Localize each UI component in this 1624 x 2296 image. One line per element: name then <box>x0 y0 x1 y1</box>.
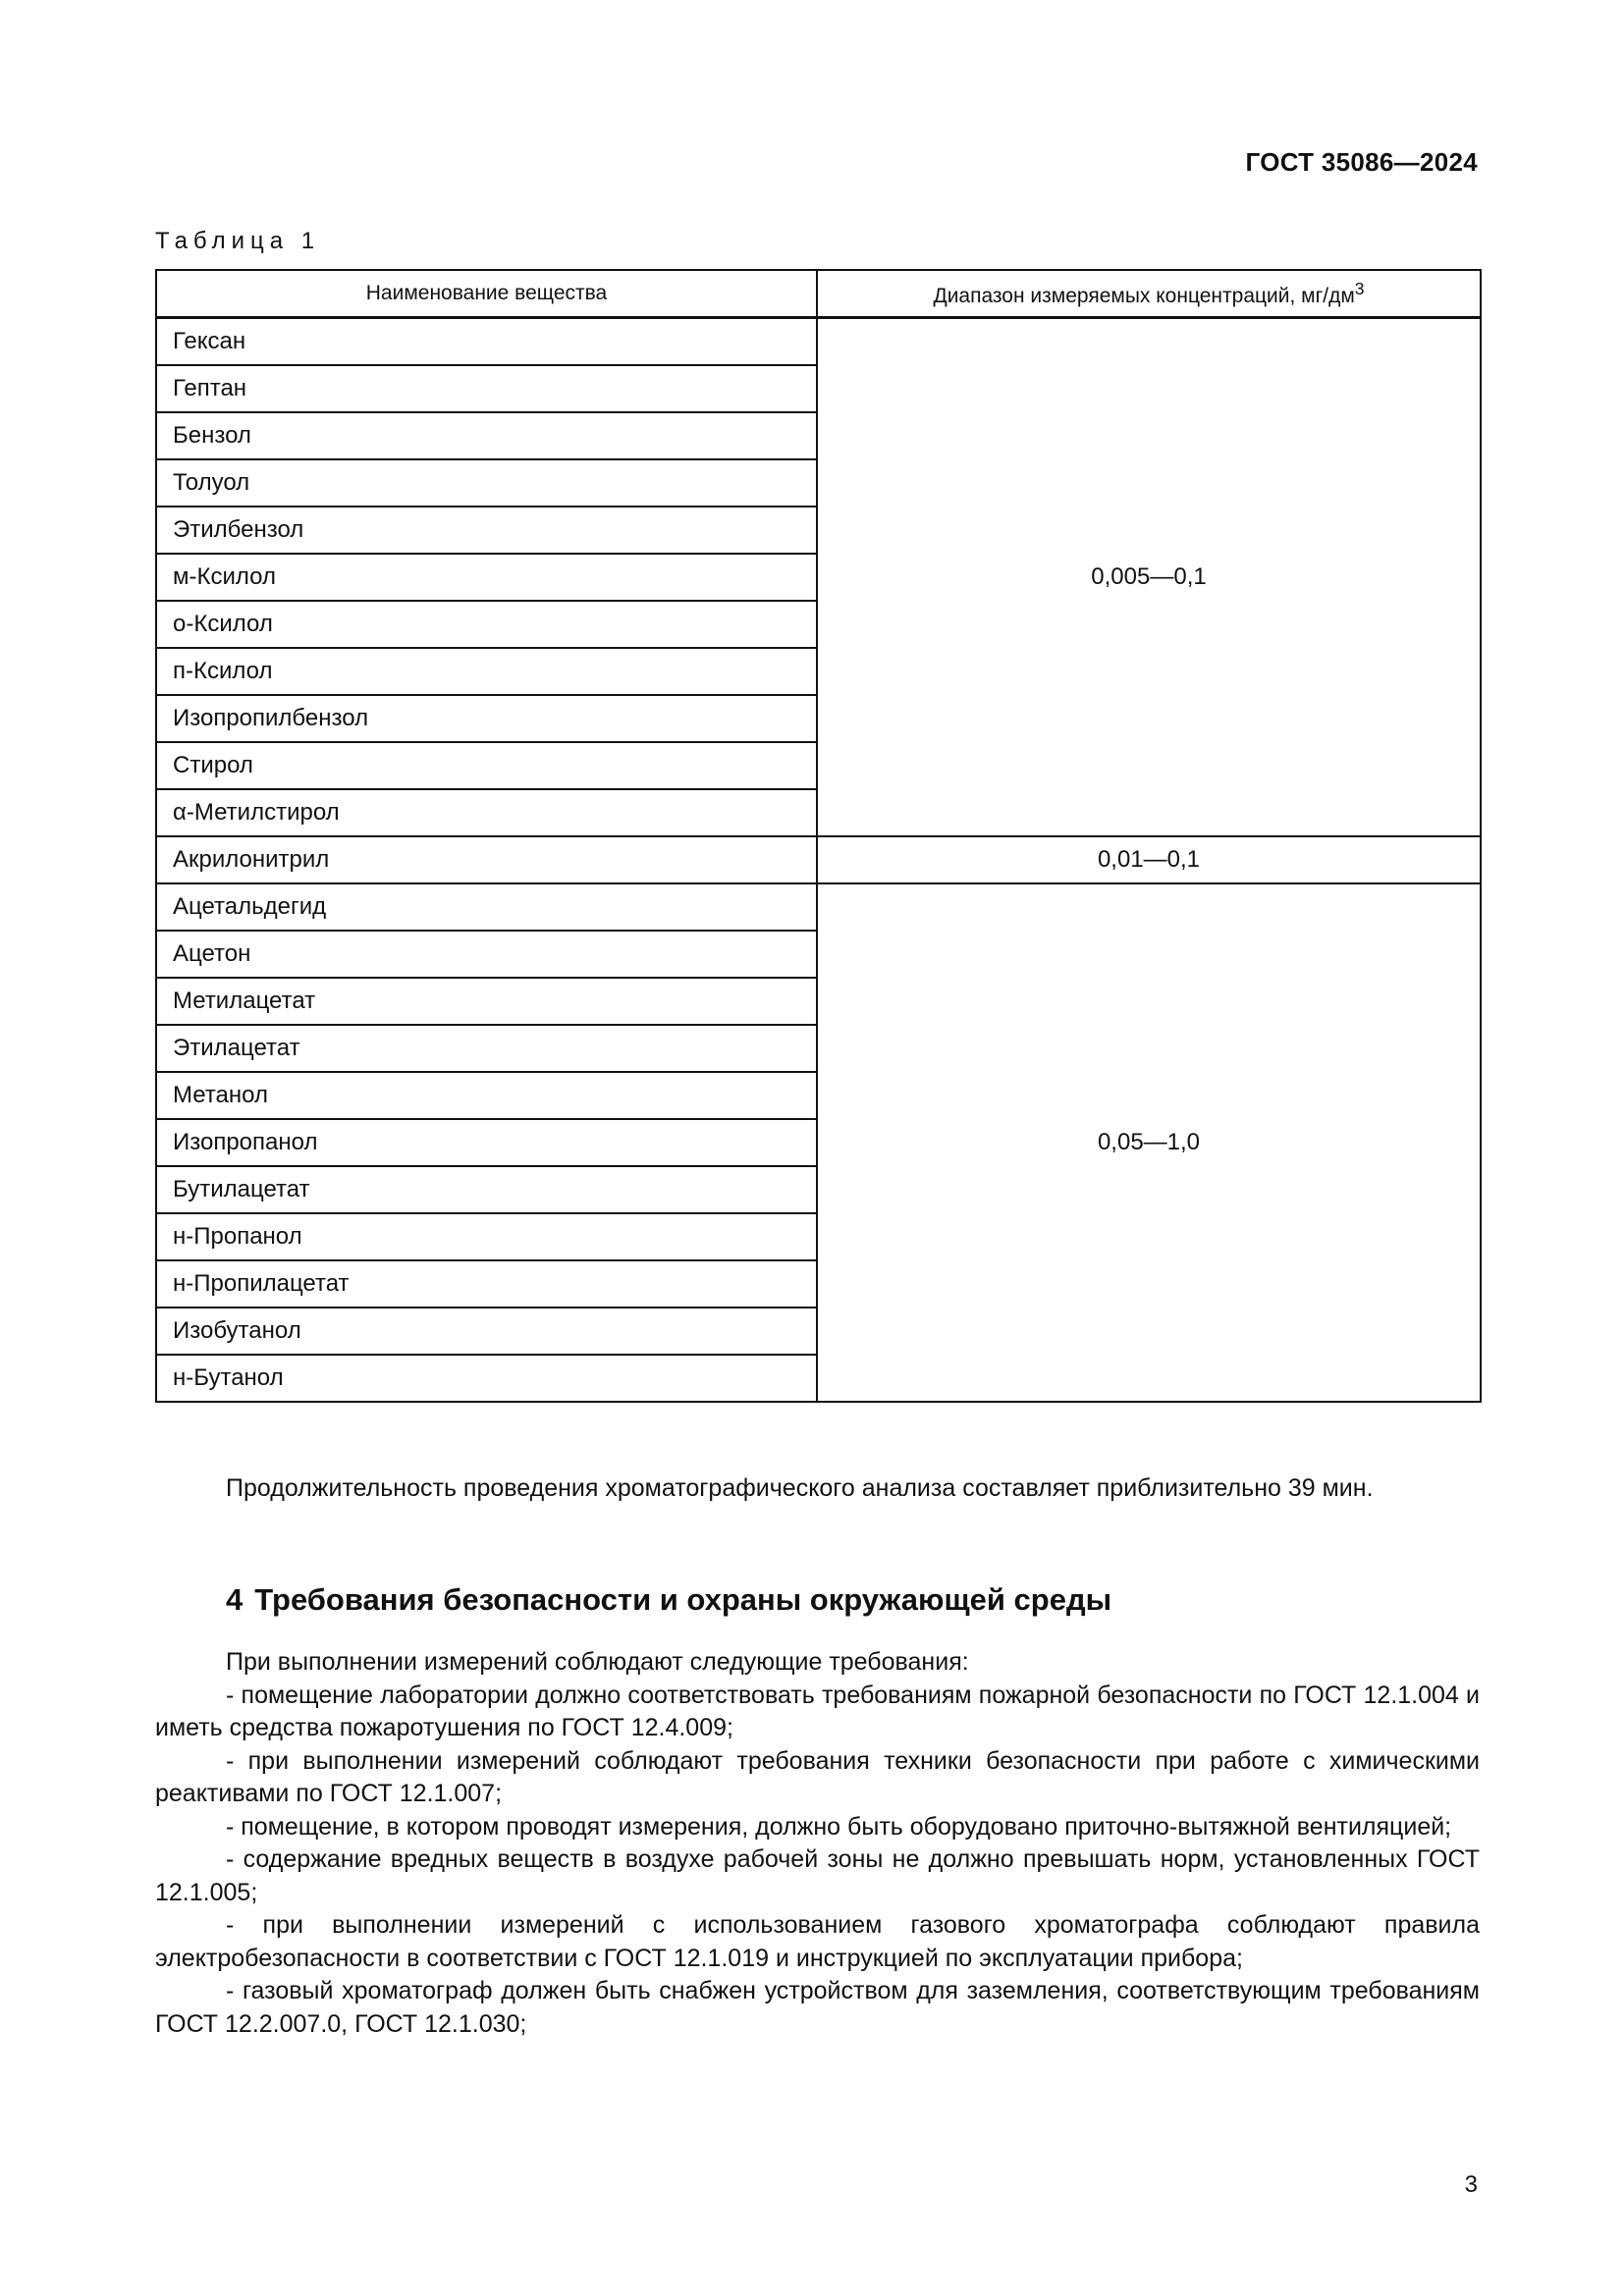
substance-cell: н-Пропанол <box>156 1213 817 1260</box>
substance-cell: Изопропилбензол <box>156 695 817 742</box>
substance-cell: Стирол <box>156 742 817 789</box>
substance-cell: п-Ксилол <box>156 648 817 695</box>
range-cell: 0,005—0,1 <box>817 318 1481 837</box>
requirement-item: - помещение лаборатории должно соответствовать требованиям пожарной безопасности по ГОСТ 12.1.004 и иметь средства пожаротушения по ГОСТ 12.4.009; <box>155 1681 1480 1741</box>
requirement-item: - при выполнении измерений соблюдают требования техники безопасности при работе с химическими реактивами по ГОСТ 12.1.007; <box>155 1746 1480 1807</box>
substance-cell: α-Метилстирол <box>156 789 817 836</box>
requirement-item: - при выполнении измерений с использованием газового хроматографа соблюдают правила электробезопасности в соответствии с ГОСТ 12.1.019 и инструкцией по эксплуатации прибора; <box>155 1911 1480 1972</box>
substance-cell: Изобутанол <box>156 1308 817 1355</box>
substance-cell: Ацетон <box>156 931 817 978</box>
section-heading <box>226 1582 1111 1618</box>
column-header-range <box>817 270 1481 318</box>
substance-cell: Изопропанол <box>156 1119 817 1166</box>
substance-cell: Этилацетат <box>156 1025 817 1072</box>
substance-cell: Бензол <box>156 412 817 459</box>
requirement-item: - помещение, в котором проводят измерения, должно быть оборудовано приточно-вытяжной вентиляцией; <box>226 1812 1452 1841</box>
substance-cell: о-Ксилол <box>156 601 817 648</box>
substance-cell: Ацетальдегид <box>156 883 817 931</box>
requirement-item: - содержание вредных веществ в воздухе рабочей зоны не должно превышать норм, установленных ГОСТ 12.1.005; <box>155 1845 1480 1906</box>
substance-cell: Гептан <box>156 365 817 412</box>
substance-cell: м-Ксилол <box>156 554 817 601</box>
section-number: 4 <box>226 1582 244 1617</box>
substance-cell: Метилацетат <box>156 978 817 1025</box>
section-body <box>155 1646 1480 2041</box>
substances-table <box>155 269 1482 1403</box>
section-title: Требования безопасности и охраны окружающей среды <box>254 1582 1112 1617</box>
duration-note: Продолжительность проведения хроматографического анализа составляет приблизительно 39 мин. <box>226 1474 1374 1502</box>
table-row <box>156 883 1481 931</box>
table-caption: Таблица 1 <box>155 228 321 254</box>
duration-note-block <box>155 1472 1480 1506</box>
column-header-substance: Наименование вещества <box>156 270 817 318</box>
substance-cell: Толуол <box>156 459 817 507</box>
table-body <box>156 318 1481 1403</box>
section-intro: При выполнении измерений соблюдают следующие требования: <box>226 1648 969 1676</box>
column-header-range-text: Диапазон измеряемых концентраций, мг/дм <box>933 285 1355 307</box>
page-header-doc-id: ГОСТ 35086—2024 <box>1245 147 1478 177</box>
requirement-item: - газовый хроматограф должен быть снабжен устройством для заземления, соответствующим требованиям ГОСТ 12.2.007.0, ГОСТ 12.1.030; <box>155 1977 1480 2038</box>
table-row <box>156 318 1481 366</box>
table-row <box>156 836 1481 883</box>
range-cell: 0,01—0,1 <box>817 836 1481 883</box>
substance-cell: н-Бутанол <box>156 1355 817 1402</box>
requirements-list <box>155 1680 1480 2042</box>
substance-cell: Акрилонитрил <box>156 836 817 883</box>
substance-cell: Гексан <box>156 318 817 366</box>
substance-cell: Метанол <box>156 1072 817 1119</box>
substance-cell: н-Пропилацетат <box>156 1260 817 1308</box>
table-header-row <box>156 270 1481 318</box>
unit-superscript: 3 <box>1354 279 1365 298</box>
substance-cell: Бутилацетат <box>156 1166 817 1213</box>
substance-cell: Этилбензол <box>156 507 817 554</box>
page-number: 3 <box>1464 2171 1478 2198</box>
range-cell: 0,05—1,0 <box>817 883 1481 1402</box>
